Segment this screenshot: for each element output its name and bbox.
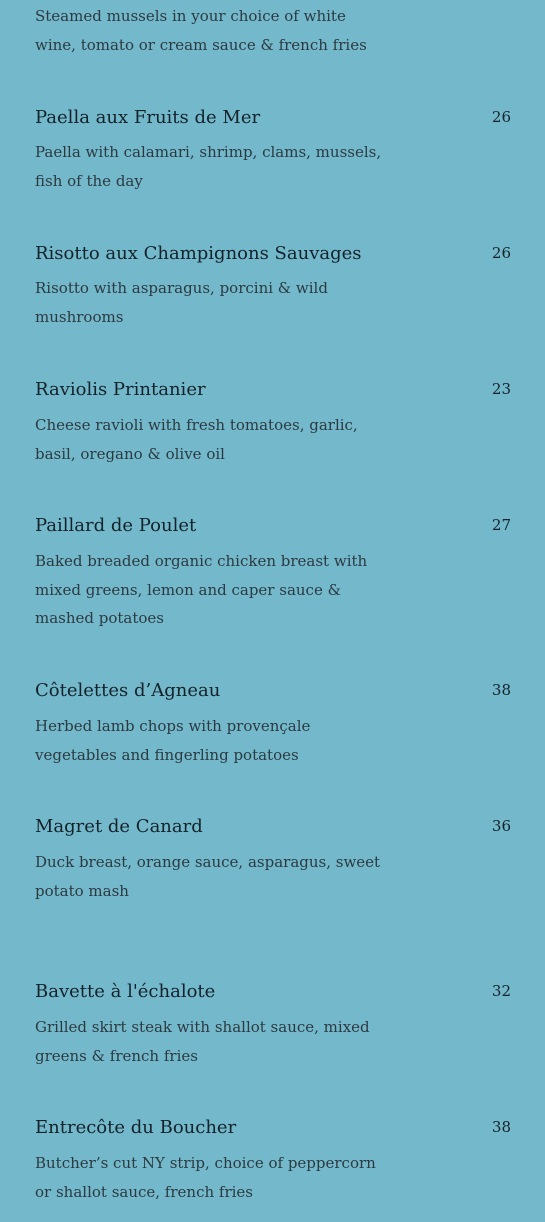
menu-item-description: Paella with calamari, shrimp, clams, mussels, fish of the day bbox=[35, 143, 382, 190]
menu-item-name: Côtelettes d’Agneau bbox=[35, 680, 221, 701]
menu-item-description: Grilled skirt steak with shallot sauce, mixed greens & french fries bbox=[35, 1018, 370, 1065]
menu-item-description: Herbed lamb chops with provençale vegetables and fingerling potatoes bbox=[35, 717, 311, 764]
menu-item-name: Bavette à l'échalote bbox=[35, 981, 216, 1002]
menu-item-price: 23 bbox=[491, 380, 511, 398]
menu-item-price: 38 bbox=[491, 1118, 511, 1136]
menu-item-description: Duck breast, orange sauce, asparagus, sweet potato mash bbox=[35, 853, 381, 900]
menu-item-description: Butcher’s cut NY strip, choice of peppercorn or shallot sauce, french fries bbox=[35, 1154, 376, 1201]
menu-item-description: Cheese ravioli with fresh tomatoes, garlic, basil, oregano & olive oil bbox=[35, 416, 358, 463]
menu-item-price: 27 bbox=[491, 516, 511, 534]
menu-item-name: Paillard de Poulet bbox=[35, 515, 197, 536]
menu-item-name: Entrecôte du Boucher bbox=[35, 1117, 237, 1138]
menu-item-description: Risotto with asparagus, porcini & wild mushrooms bbox=[35, 279, 328, 326]
menu-item-price: 36 bbox=[491, 817, 511, 835]
menu-item-name: Paella aux Fruits de Mer bbox=[35, 107, 261, 128]
menu-item-name: Raviolis Printanier bbox=[35, 379, 206, 400]
menu-item-name: Risotto aux Champignons Sauvages bbox=[35, 243, 362, 264]
menu-item-price: 26 bbox=[491, 244, 511, 262]
menu-item-name: Magret de Canard bbox=[35, 816, 203, 837]
menu-item-price: 38 bbox=[491, 681, 511, 699]
menu-item-price: 32 bbox=[491, 982, 511, 1000]
menu-item-description: Steamed mussels in your choice of white wine, tomato or cream sauce & french fries bbox=[35, 7, 367, 54]
menu-item-price: 26 bbox=[491, 108, 511, 126]
menu-item-description: Baked breaded organic chicken breast with mixed greens, lemon and caper sauce & mashed potatoes bbox=[35, 552, 368, 627]
